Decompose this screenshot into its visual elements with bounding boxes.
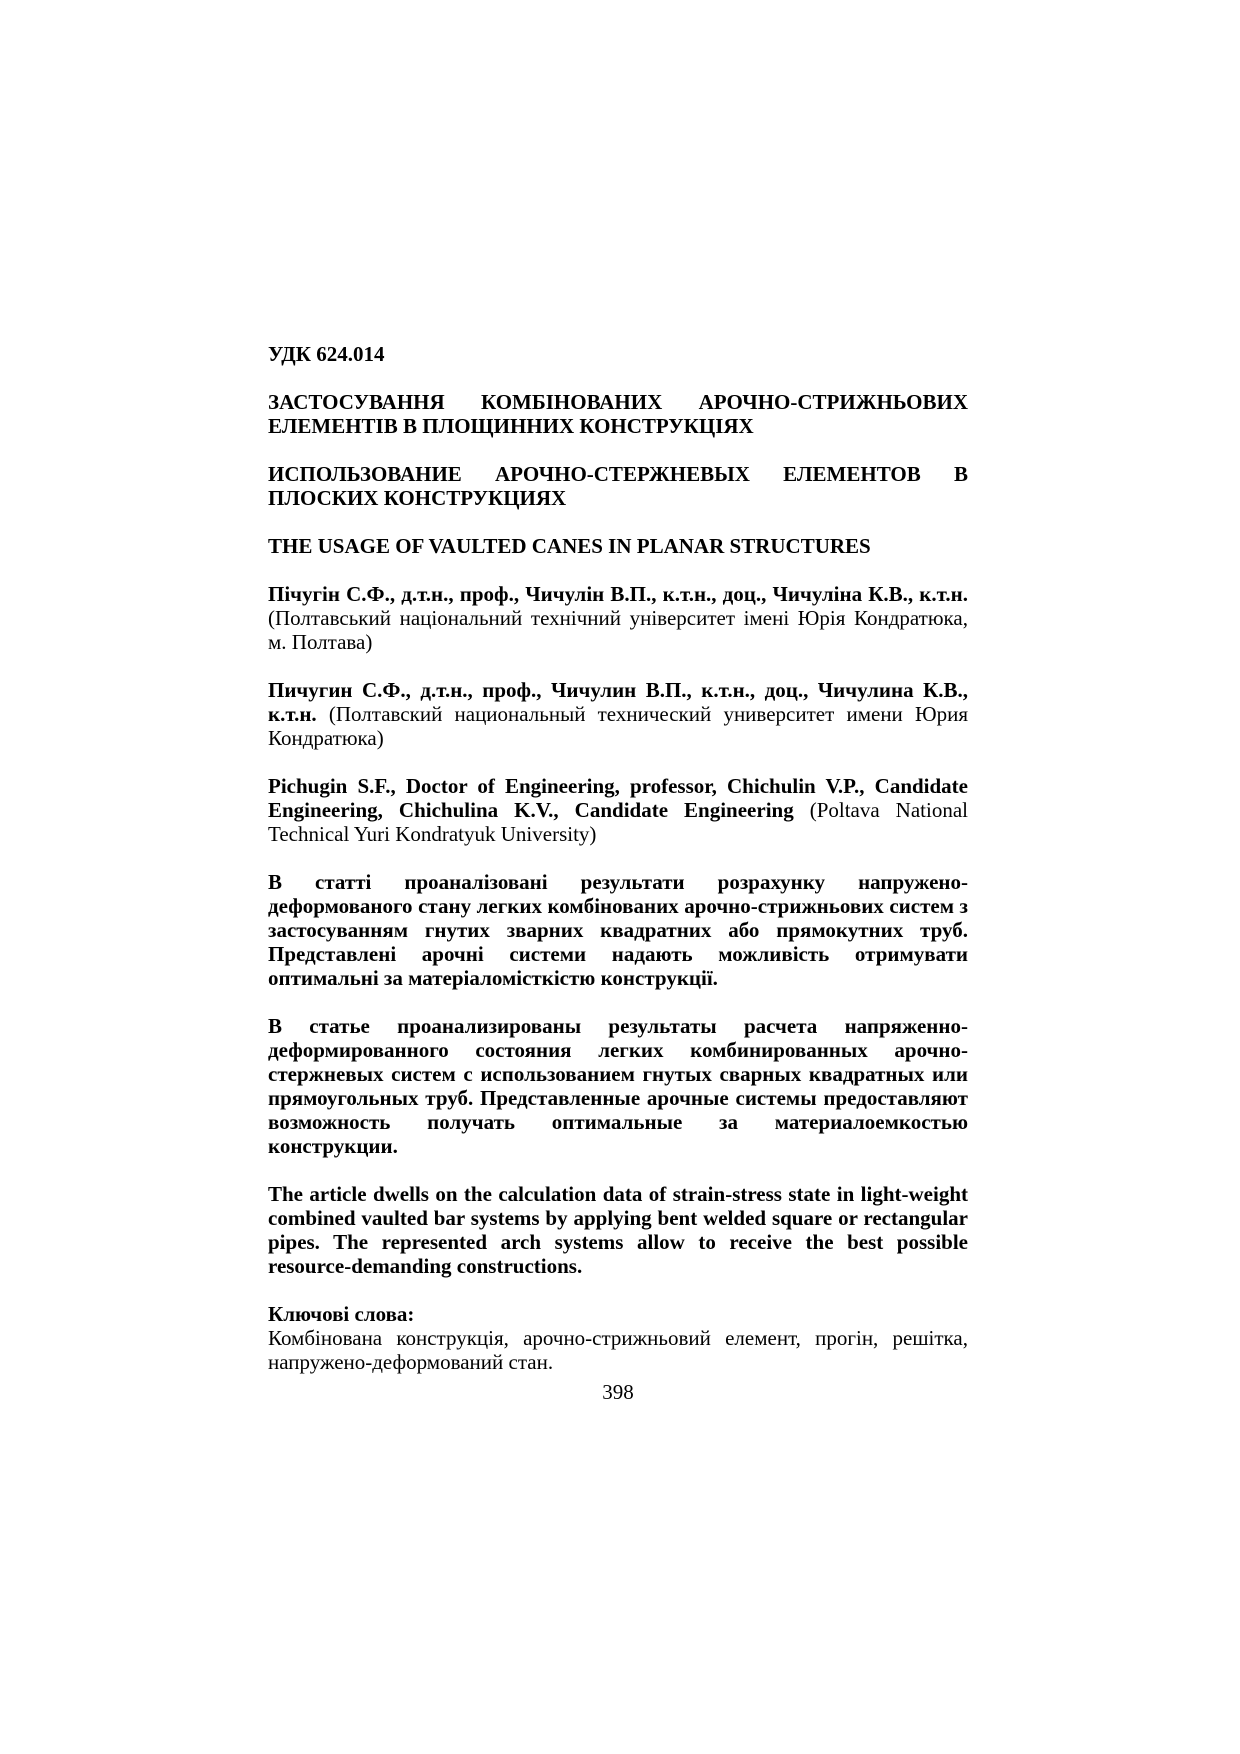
keywords-text: Комбінована конструкція, арочно-стрижньовий елемент, прогін, решітка, напружено-деформований стан.: [268, 1326, 968, 1374]
authors-russian-affiliation: (Полтавский национальный технический университет имени Юрия Кондратюка): [268, 702, 968, 750]
title-ukrainian: ЗАСТОСУВАННЯ КОМБІНОВАНИХ АРОЧНО-СТРИЖНЬОВИХ ЕЛЕМЕНТІВ В ПЛОЩИННИХ КОНСТРУКЦІЯХ: [268, 390, 968, 438]
keywords-block: [268, 1302, 968, 1374]
authors-russian-names: Пичугин С.Ф., д.т.н., проф., Чичулин В.П., к.т.н., доц., Чичулина К.В., к.т.н.: [268, 678, 968, 726]
title-russian: ИСПОЛЬЗОВАНИЕ АРОЧНО-СТЕРЖНЕВЫХ ЕЛЕМЕНТОВ В ПЛОСКИХ КОНСТРУКЦИЯХ: [268, 462, 968, 510]
page-number: 398: [602, 1380, 634, 1404]
authors-ukrainian: [268, 582, 968, 654]
authors-english: [268, 774, 968, 846]
title-english: THE USAGE OF VAULTED CANES IN PLANAR STRUCTURES: [268, 534, 871, 558]
authors-russian: [268, 678, 968, 750]
udc-code: УДК 624.014: [268, 342, 385, 366]
authors-ukrainian-affiliation: (Полтавський національний технічний університет імені Юрія Кондратюка, м. Полтава): [268, 606, 968, 654]
keywords-heading: Ключові слова:: [268, 1302, 415, 1326]
page-content: [268, 342, 968, 1404]
abstract-russian: В статье проанализированы результаты расчета напряженно-деформированного состояния легких комбинированных арочно-стержневых систем с использованием гнутых сварных квадратных или прямоугольных труб. Представленные арочные системы предоставляют возможность получать оптимальные за материалоемкостью конструкции.: [268, 1014, 968, 1158]
authors-english-affiliation: (Poltava National Technical Yuri Kondratyuk University): [268, 798, 968, 846]
abstract-english: The article dwells on the calculation data of strain-stress state in light-weight combined vaulted bar systems by applying bent welded square or rectangular pipes. The represented arch systems allow to receive the best possible resource-demanding constructions.: [268, 1182, 968, 1278]
authors-english-names: Pichugin S.F., Doctor of Engineering, professor, Chichulin V.P., Candidate Engineering, Chichulina K.V., Candidate Engineering: [268, 774, 968, 822]
authors-ukrainian-names: Пічугін С.Ф., д.т.н., проф., Чичулін В.П., к.т.н., доц., Чичуліна К.В., к.т.н.: [268, 582, 968, 606]
abstract-ukrainian: В статті проаналізовані результати розрахунку напружено-деформованого стану легких комбінованих арочно-стрижньових систем з застосуванням гнутих зварних квадратних або прямокутних труб. Представлені арочні системи надають можливість отримувати оптимальні за матеріаломісткістю конструкції.: [268, 870, 968, 990]
